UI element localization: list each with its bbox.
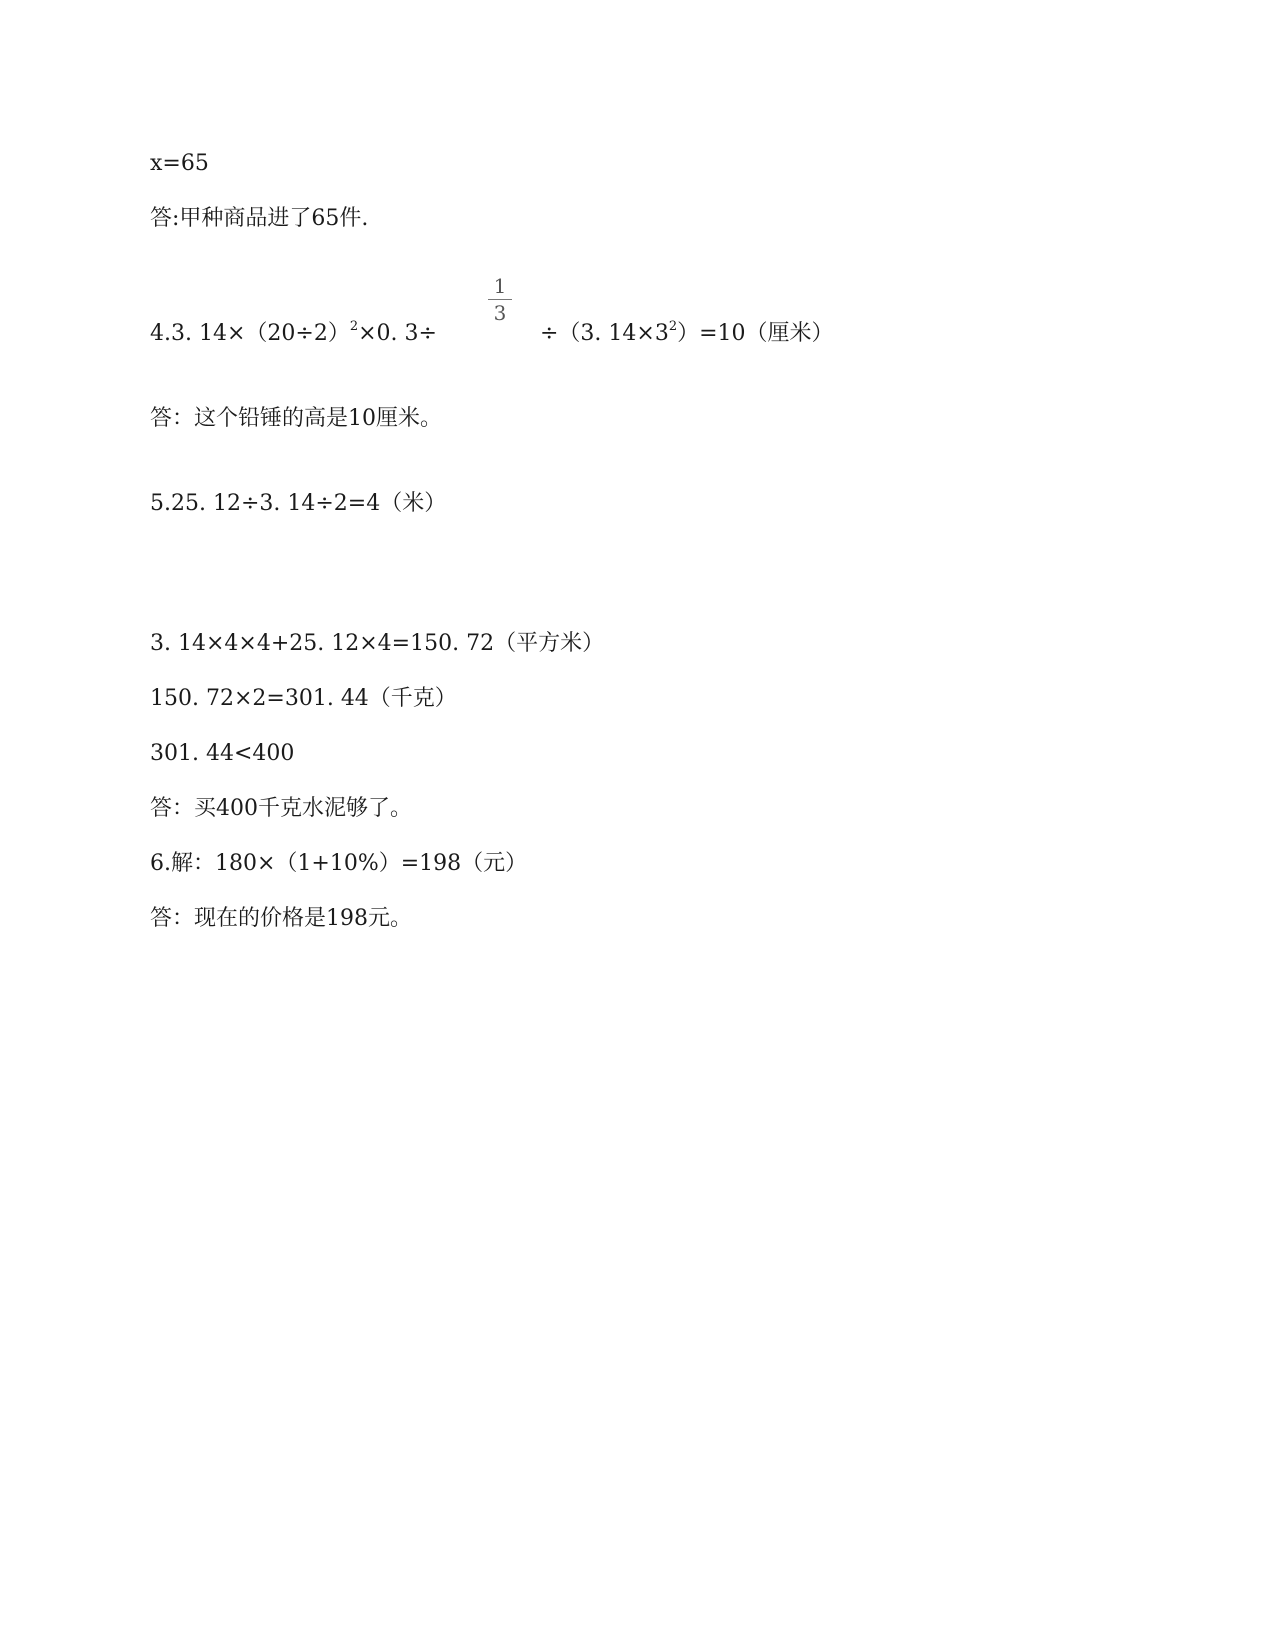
eq4-superscript-2: 2 — [668, 319, 678, 334]
eq4-part-b: ×0. 3÷ — [358, 321, 437, 346]
equation-line-4 — [150, 320, 437, 351]
equation-line-weight: 150. 72×2=301. 44（千克） — [150, 686, 457, 711]
answer-line-price: 答：现在的价格是198元。 — [150, 906, 412, 931]
one-third-fraction — [488, 275, 512, 324]
eq4-part-c: ÷（3. 14×3 — [540, 321, 669, 346]
eq4-part-a: 4.3. 14×（20÷2） — [150, 321, 350, 346]
answer-line-x: x=65 — [150, 151, 209, 176]
fraction-bar — [488, 299, 512, 300]
answer-line-goods: 答:甲种商品进了65件. — [150, 206, 369, 231]
answer-line-height: 答：这个铅锤的高是10厘米。 — [150, 406, 442, 431]
fraction-denominator: 3 — [493, 301, 507, 325]
answer-line-cement: 答：买400千克水泥够了。 — [150, 796, 412, 821]
equation-line-area: 3. 14×4×4+25. 12×4=150. 72（平方米） — [150, 631, 605, 656]
eq4-superscript-1: 2 — [349, 319, 359, 334]
comparison-line: 301. 44<400 — [150, 741, 295, 766]
equation-line-4-continued — [540, 320, 834, 351]
equation-line-5: 5.25. 12÷3. 14÷2=4（米） — [150, 491, 447, 516]
fraction-numerator: 1 — [493, 274, 507, 298]
equation-line-6: 6.解：180×（1+10%）=198（元） — [150, 851, 528, 876]
eq4-part-d: ）=10（厘米） — [677, 321, 834, 346]
